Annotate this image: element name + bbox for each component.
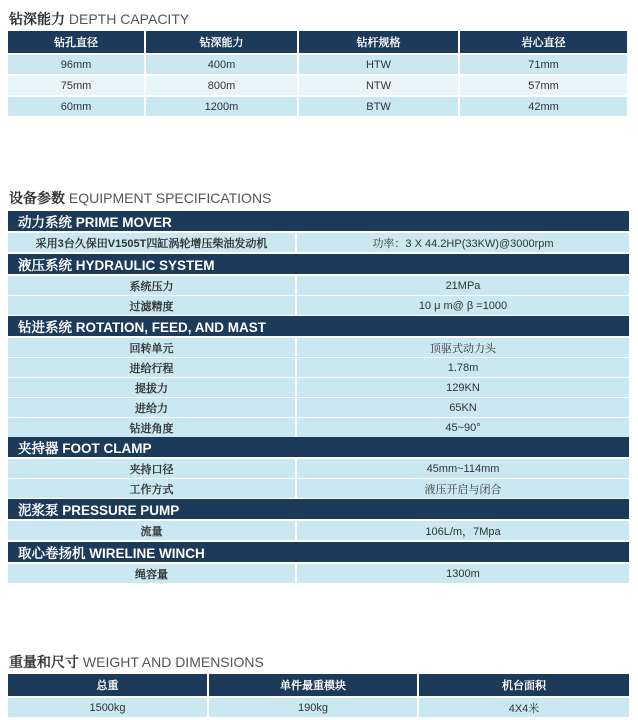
spec-row [8,459,629,478]
table-cell: 800m [146,76,297,95]
table-cell: 4X4米 [419,698,629,717]
spec-key: 绳容量 [8,564,295,583]
table-row [8,97,629,116]
spec-row [8,276,629,295]
table-row [8,55,629,74]
table-cell: 42mm [460,97,627,116]
spec-key: 钻进角度 [8,418,295,437]
foot-clamp-header: 夹持器 FOOT CLAMP [8,437,629,457]
spec-key: 过滤精度 [8,296,295,315]
weight-table [8,674,629,719]
spec-value: 45~90° [297,418,629,437]
spec-key: 回转单元 [8,338,295,357]
table-cell: HTW [299,55,458,74]
table-row [8,76,629,95]
spec-value: 129KN [297,378,629,397]
depth-table [8,31,629,118]
spec-row [8,418,629,437]
spec-key: 流量 [8,521,295,540]
header-cell: 钻深能力 [146,31,297,53]
spec-row [8,378,629,397]
header-cell: 单件最重模块 [209,674,417,696]
spec-value: 21MPa [297,276,629,295]
spec-key: 提拔力 [8,378,295,397]
table-cell: BTW [299,97,458,116]
header-cell: 钻孔直径 [8,31,144,53]
weight-table-header [8,674,629,696]
table-cell: 75mm [8,76,144,95]
spec-key: 进给行程 [8,358,295,377]
spec-value: 1300m [297,564,629,583]
pressure-pump-header: 泥浆泵 PRESSURE PUMP [8,499,629,519]
rotation-header: 钻进系统 ROTATION, FEED, AND MAST [8,316,629,336]
spec-value: 液压开启与闭合 [297,479,629,498]
spec-key: 系统压力 [8,276,295,295]
table-cell: NTW [299,76,458,95]
spec-row [8,296,629,315]
table-cell: 60mm [8,97,144,116]
spec-value: 功率：3 X 44.2HP(33KW)@3000rpm [297,233,629,252]
table-cell: 71mm [460,55,627,74]
weight-section-title: 重量和尺寸 WEIGHT AND DIMENSIONS [9,654,264,670]
spec-value: 106L/m，7Mpa [297,521,629,540]
depth-section-title: 钻深能力 DEPTH CAPACITY [9,11,190,27]
header-cell: 机台面积 [419,674,629,696]
wireline-winch-header: 取心卷扬机 WIRELINE WINCH [8,542,629,562]
table-cell: 1200m [146,97,297,116]
spec-row [8,564,629,583]
spec-key: 采用3台久保田V1505T四缸涡轮增压柴油发动机 [8,233,295,252]
spec-value: 45mm~114mm [297,459,629,478]
spec-row [8,233,629,252]
table-cell: 96mm [8,55,144,74]
spec-value: 顶驱式动力头 [297,338,629,357]
spec-value: 10 μ m@ β =1000 [297,296,629,315]
spec-key: 夹持口径 [8,459,295,478]
spec-value: 1.78m [297,358,629,377]
spec-row [8,521,629,540]
spec-key: 工作方式 [8,479,295,498]
table-cell: 190kg [209,698,417,717]
spec-value: 65KN [297,398,629,417]
header-cell: 岩心直径 [460,31,627,53]
table-cell: 57mm [460,76,627,95]
table-cell: 1500kg [8,698,207,717]
equip-section-title: 设备参数 EQUIPMENT SPECIFICATIONS [9,190,272,206]
spec-row [8,338,629,357]
header-cell: 钻杆规格 [299,31,458,53]
hydraulic-header: 液压系统 HYDRAULIC SYSTEM [8,254,629,274]
table-row [8,698,629,717]
header-cell: 总重 [8,674,207,696]
spec-row [8,358,629,377]
prime-mover-header: 动力系统 PRIME MOVER [8,211,629,231]
table-cell: 400m [146,55,297,74]
spec-row [8,479,629,498]
spec-key: 进给力 [8,398,295,417]
depth-table-header [8,31,629,53]
spec-row [8,398,629,417]
